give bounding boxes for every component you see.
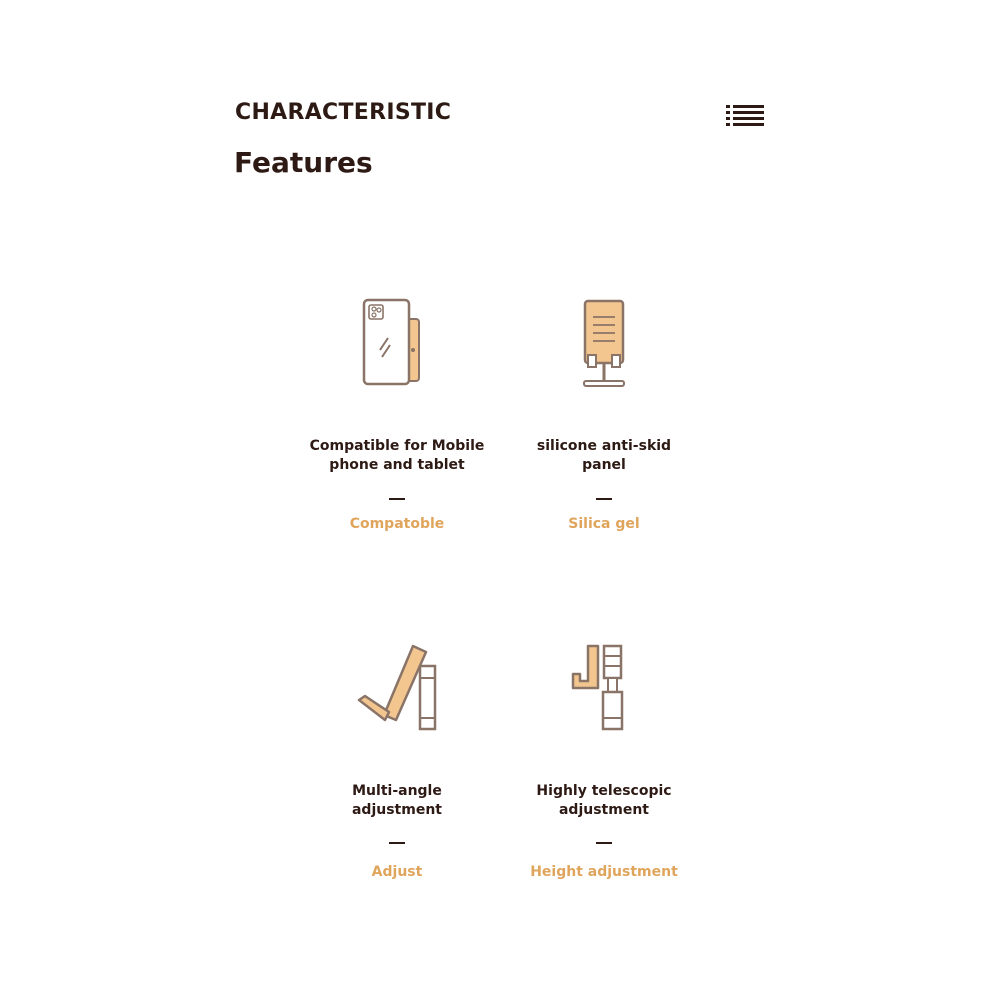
angle-stand-icon bbox=[347, 640, 447, 740]
section-eyebrow: CHARACTERISTIC bbox=[235, 100, 452, 125]
feature-subtitle: Adjust bbox=[371, 864, 423, 880]
feature-card-silicone bbox=[489, 290, 719, 550]
feature-title: Highly telescopic adjustment bbox=[536, 783, 672, 818]
feature-card-compatible bbox=[282, 290, 512, 550]
menu-list-icon[interactable] bbox=[726, 104, 766, 126]
divider bbox=[389, 498, 405, 500]
telescopic-stand-icon bbox=[554, 640, 654, 740]
feature-card-multi-angle bbox=[282, 638, 512, 898]
divider bbox=[596, 842, 612, 844]
feature-card-telescopic bbox=[489, 638, 719, 898]
feature-subtitle: Height adjustment bbox=[530, 864, 678, 880]
feature-title: silicone anti-skid panel bbox=[536, 438, 672, 473]
divider bbox=[596, 498, 612, 500]
feature-subtitle: Compatoble bbox=[349, 516, 445, 532]
phone-tablet-icon bbox=[347, 295, 447, 395]
feature-subtitle: Silica gel bbox=[568, 516, 640, 532]
divider bbox=[389, 842, 405, 844]
stand-panel-icon bbox=[554, 295, 654, 395]
feature-title: Compatible for Mobile phone and tablet bbox=[309, 438, 485, 473]
page-title: Features bbox=[234, 146, 373, 179]
feature-title: Multi-angle adjustment bbox=[351, 783, 442, 818]
